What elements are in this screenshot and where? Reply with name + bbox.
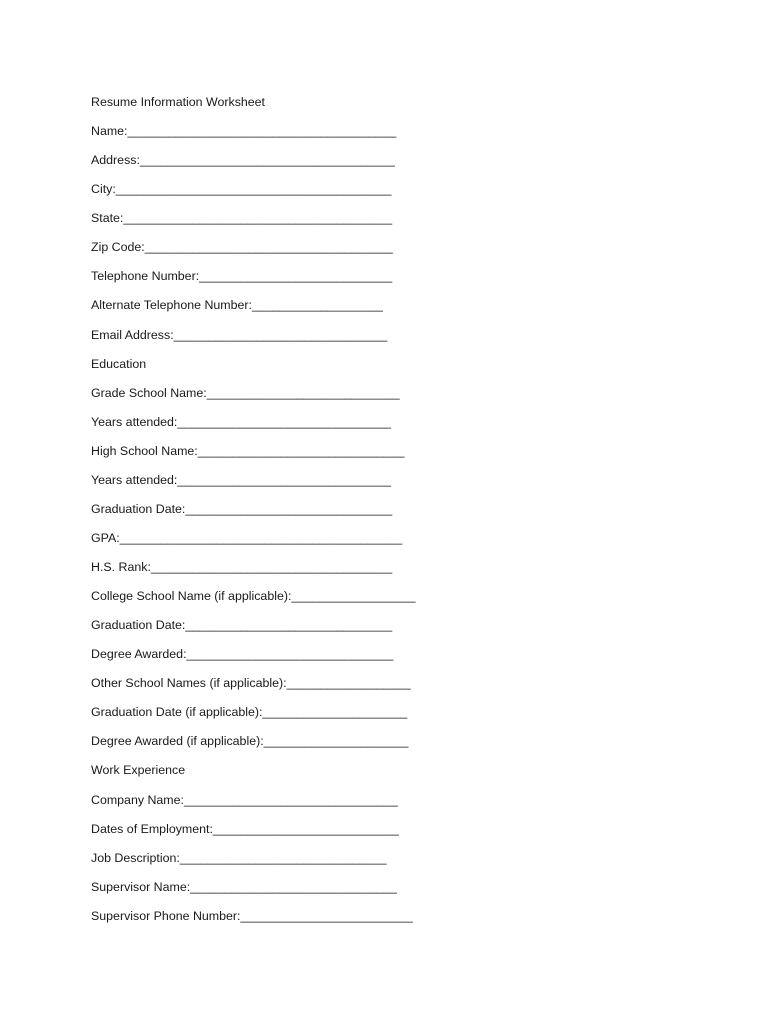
document-title: Resume Information Worksheet bbox=[91, 95, 266, 109]
alternate-telephone-field-line: Alternate Telephone Number:___________________ bbox=[91, 298, 383, 313]
high-school-graduation-field-line: Graduation Date:______________________________ bbox=[91, 501, 393, 516]
zip-code-field-line: Zip Code:____________________________________ bbox=[91, 240, 393, 255]
gpa-field-line: GPA:_________________________________________ bbox=[91, 530, 403, 545]
college-graduation-field-line: Graduation Date:______________________________ bbox=[91, 618, 393, 633]
city-field-line: City:________________________________________ bbox=[91, 182, 392, 197]
college-field-line: College School Name (if applicable):__________________ bbox=[91, 589, 416, 604]
state-field-line: State:_______________________________________ bbox=[91, 211, 393, 226]
worksheet-body bbox=[91, 94, 691, 937]
work-experience-heading: Work Experience bbox=[91, 763, 186, 778]
college-degree-field-line: Degree Awarded:______________________________ bbox=[91, 647, 394, 662]
grade-school-years-field-line: Years attended:_______________________________ bbox=[91, 414, 391, 429]
company-name-field-line: Company Name:_______________________________ bbox=[91, 792, 398, 807]
other-degree-field-line: Degree Awarded (if applicable):_____________________ bbox=[91, 734, 409, 749]
supervisor-name-field-line: Supervisor Name:______________________________ bbox=[91, 879, 397, 894]
name-field-line: Name:_______________________________________ bbox=[91, 124, 397, 139]
hs-rank-field-line: H.S. Rank:___________________________________ bbox=[91, 560, 393, 574]
other-graduation-field-line: Graduation Date (if applicable):_____________________ bbox=[91, 705, 408, 720]
employment-dates-field-line: Dates of Employment:___________________________ bbox=[91, 821, 399, 836]
email-field-line: Email Address:_______________________________ bbox=[91, 327, 388, 342]
high-school-years-field-line: Years attended:_______________________________ bbox=[91, 472, 391, 487]
job-description-field-line: Job Description:______________________________ bbox=[91, 850, 387, 865]
telephone-field-line: Telephone Number:____________________________ bbox=[91, 269, 393, 284]
supervisor-phone-field-line: Supervisor Phone Number:_________________________ bbox=[91, 908, 413, 923]
address-field-line: Address:_____________________________________ bbox=[91, 153, 395, 168]
other-schools-field-line: Other School Names (if applicable):__________________ bbox=[91, 676, 411, 691]
education-heading: Education bbox=[91, 356, 147, 371]
high-school-field-line: High School Name:______________________________ bbox=[91, 443, 405, 458]
grade-school-field-line: Grade School Name:____________________________ bbox=[91, 385, 400, 400]
